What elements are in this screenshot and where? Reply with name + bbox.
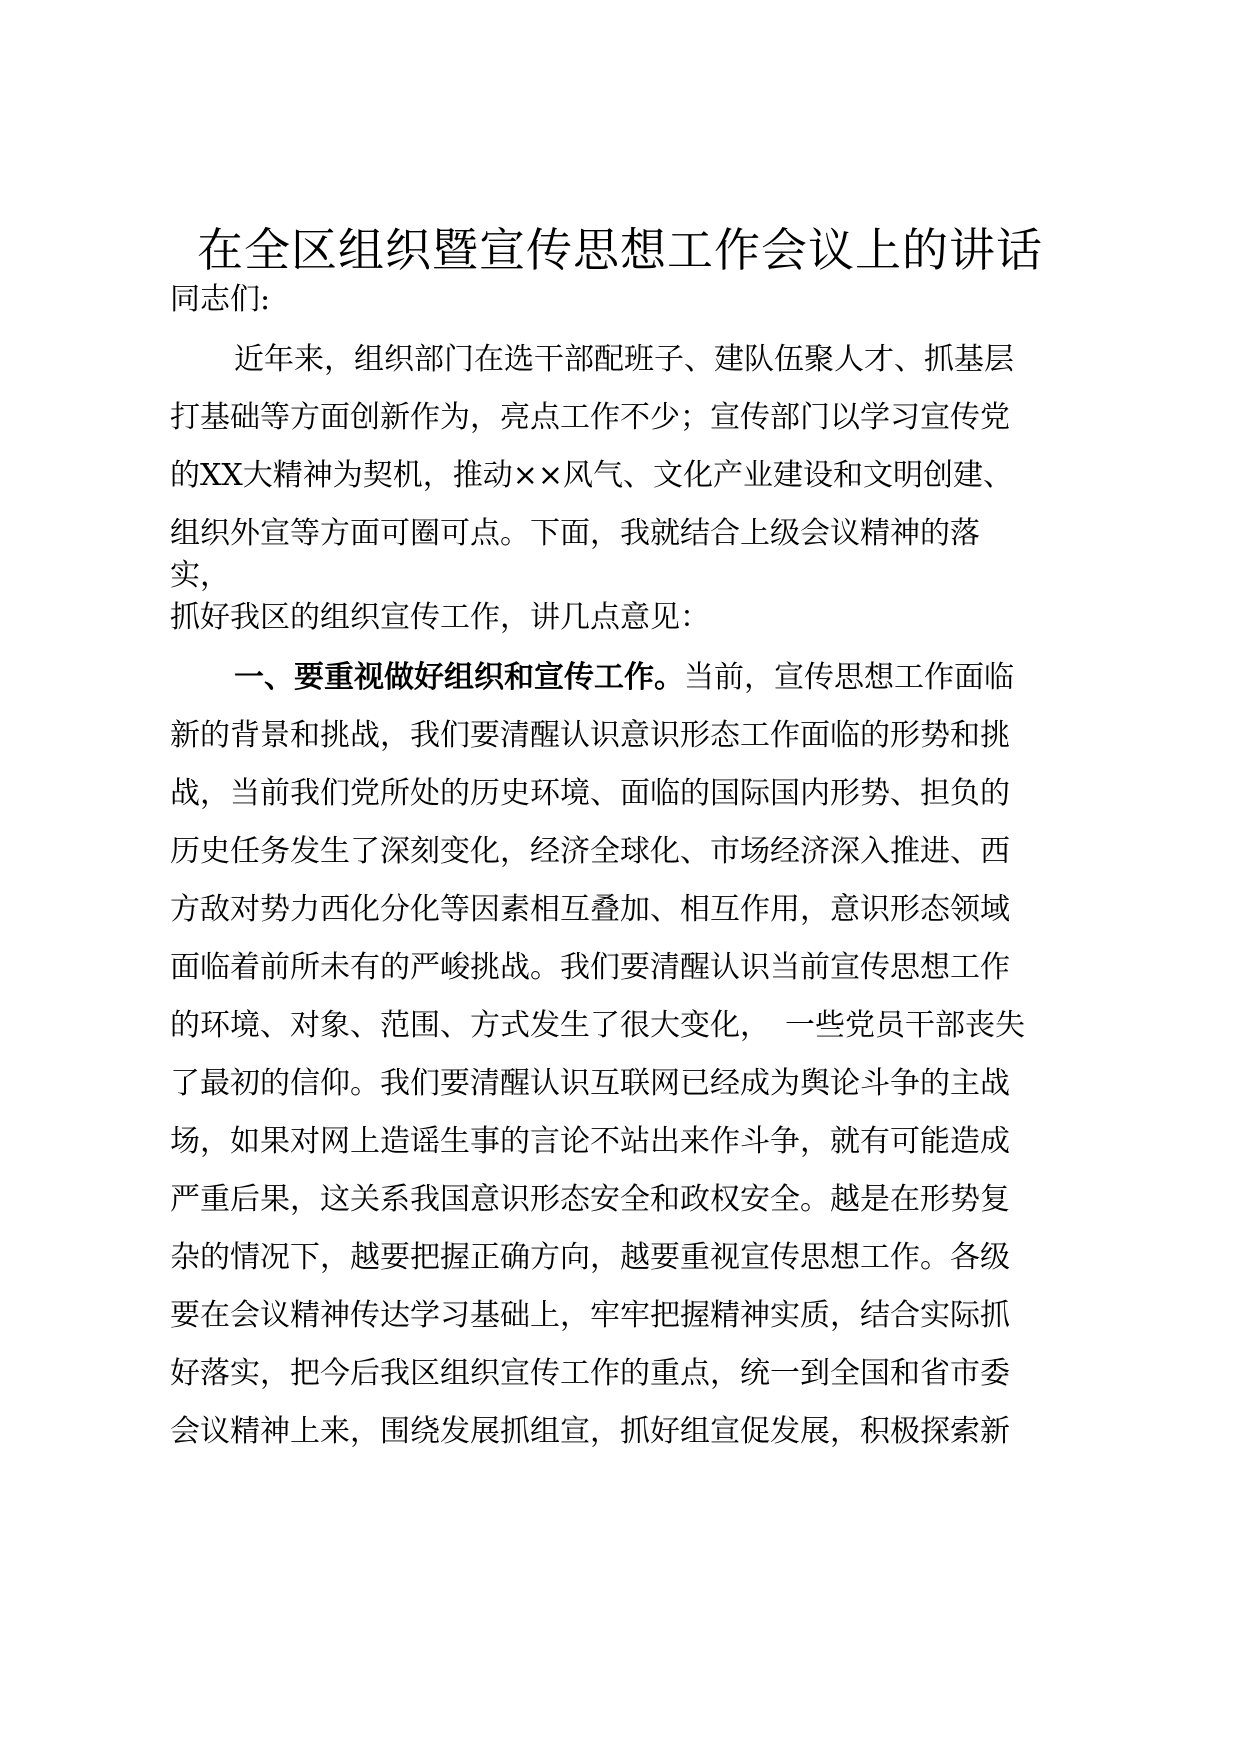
paragraph-line: 会议精神上来，围绕发展抓组宣，抓好组宣促发展，积极探索新 [170,1414,1010,1449]
paragraph-line: 了最初的信仰。我们要清醒认识互联网已经成为舆论斗争的主战 [170,1066,1010,1101]
paragraph-line: 近年来，组织部门在选干部配班子、建队伍聚人才、抓基层 [234,342,1014,377]
paragraph-line: 抓好我区的组织宣传工作，讲几点意见： [170,600,710,635]
paragraph-line: 历史任务发生了深刻变化，经济全球化、市场经济深入推进、西 [170,834,1010,869]
section-1-first-line [234,658,1014,698]
paragraph-line: 的环境、对象、范围、方式发生了很大变化， 一些党员干部丧失 [170,1008,1025,1043]
salutation: 同志们: [170,282,271,317]
paragraph-line: 打基础等方面创新作为，亮点工作不少；宣传部门以学习宣传党 [170,400,1010,435]
paragraph-line: 严重后果，这关系我国意识形态安全和政权安全。越是在形势复 [170,1182,1010,1217]
paragraph-line: 组织外宣等方面可圈可点。下面，我就结合上级会议精神的落 [170,516,980,551]
paragraph-line: 要在会议精神传达学习基础上，牢牢把握精神实质，结合实际抓 [170,1298,1010,1333]
document-title: 在全区组织暨宣传思想工作会议上的讲话 [197,223,1043,277]
paragraph-line: 方敌对势力西化分化等因素相互叠加、相互作用，意识形态领域 [170,892,1010,927]
paragraph-line: 面临着前所未有的严峻挑战。我们要清醒认识当前宣传思想工作 [170,950,1010,985]
section-1-text: 当前，宣传思想工作面临 [684,660,1014,695]
paragraph-line: 好落实，把今后我区组织宣传工作的重点，统一到全国和省市委 [170,1356,1010,1391]
section-1-heading: 一、要重视做好组织和宣传工作。 [234,660,684,695]
paragraph-line: 实， [170,558,230,593]
paragraph-line: 新的背景和挑战，我们要清醒认识意识形态工作面临的形势和挑 [170,718,1010,753]
paragraph-line: 战，当前我们党所处的历史环境、面临的国际国内形势、担负的 [170,776,1010,811]
paragraph-line: 杂的情况下，越要把握正确方向，越要重视宣传思想工作。各级 [170,1240,1010,1275]
paragraph-line: 场，如果对网上造谣生事的言论不站出来作斗争，就有可能造成 [170,1124,1010,1159]
paragraph-line: 的XX大精神为契机，推动××风气、文化产业建设和文明创建、 [170,458,1013,493]
